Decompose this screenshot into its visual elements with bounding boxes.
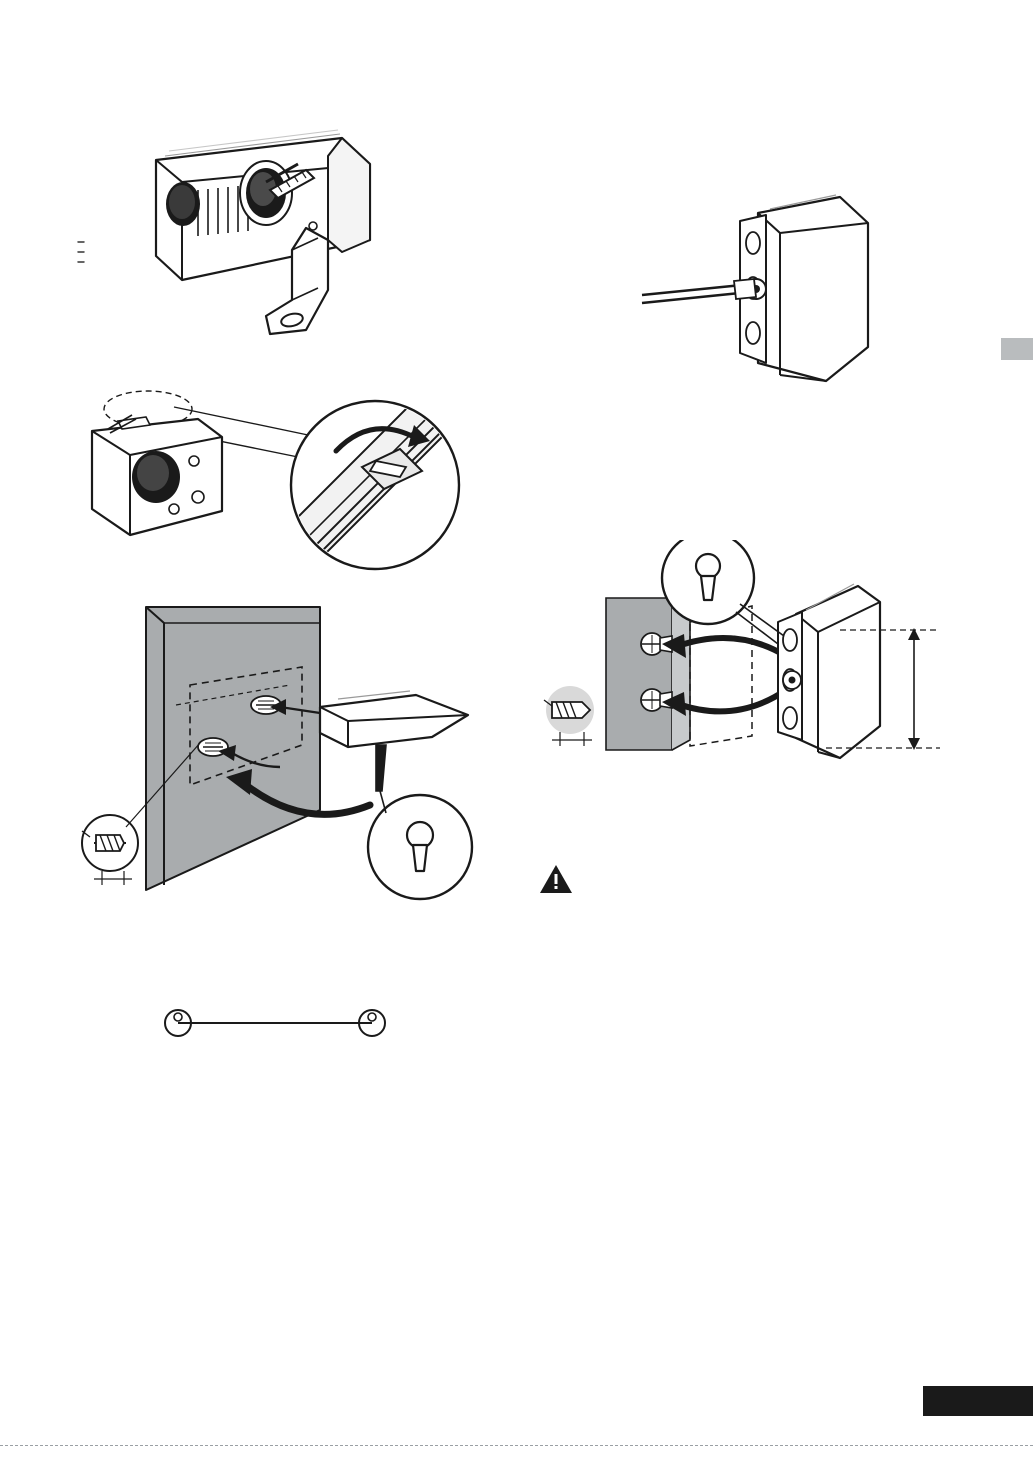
footer-cut-line — [0, 1445, 1033, 1446]
footer-page-marker — [923, 1386, 1033, 1416]
wall-mount-side-speaker-diagram — [540, 540, 960, 790]
dimension-measure-bar — [160, 1005, 390, 1041]
speaker-cable-clip-detail — [70, 385, 490, 575]
edge-index-tab — [1001, 338, 1033, 360]
side-speaker-screw-diagram — [630, 185, 930, 400]
speaker-stand-screw-diagram — [70, 120, 450, 350]
wall-mount-center-speaker-diagram — [80, 595, 490, 905]
warning-triangle-icon — [538, 862, 574, 896]
